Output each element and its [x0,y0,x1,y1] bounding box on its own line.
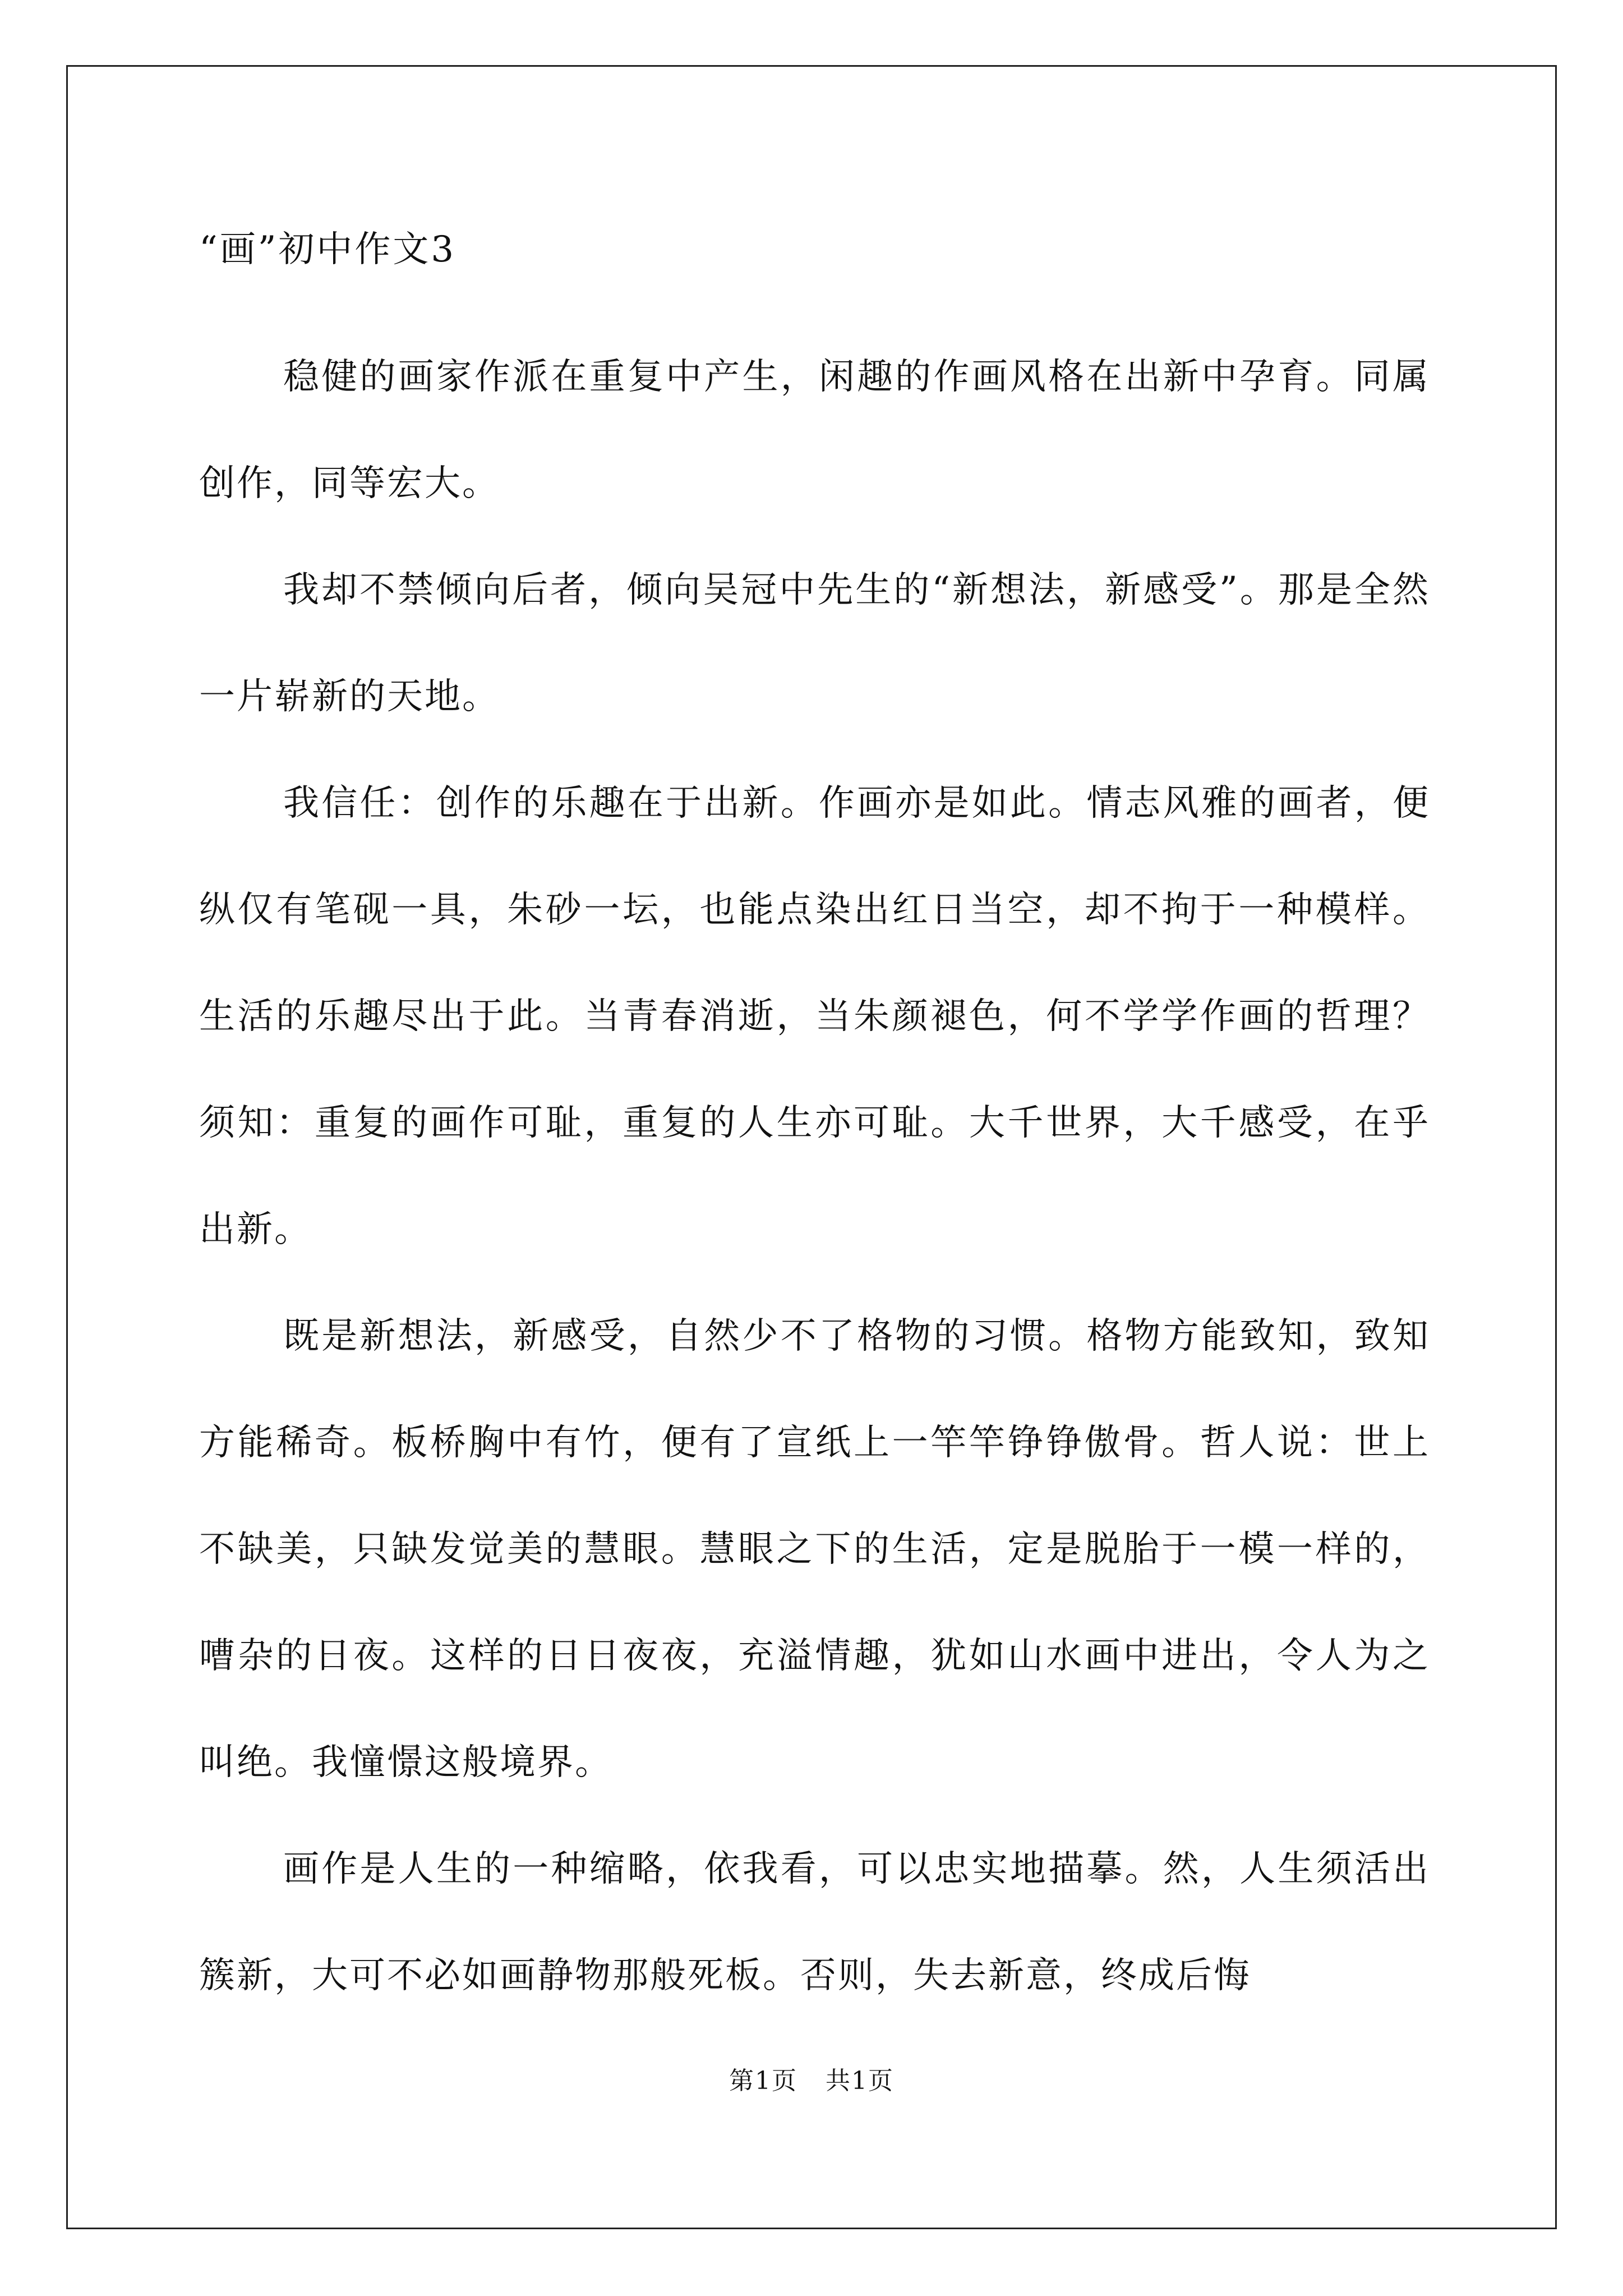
paragraph-2: 我却不禁倾向后者，倾向吴冠中先生的“新想法，新感受”。那是全然一片崭新的天地。 [199,569,1430,717]
page-number: 第1页 [729,2067,797,2095]
page-footer [0,2064,1623,2098]
paragraph-5: 画作是人生的一种缩略，依我看，可以忠实地描摹。然，人生须活出簇新，大可不必如画静物那般死板。否则，失去新意，终成后悔 [199,1848,1430,1996]
page-total: 共1页 [826,2067,894,2095]
document-title: “画”初中作文3 [199,229,457,270]
paragraph-1: 稳健的画家作派在重复中产生，闲趣的作画风格在出新中孕育。同属创作，同等宏大。 [199,356,1430,504]
paragraph-3: 我信任：创作的乐趣在于出新。作画亦是如此。情志风雅的画者，便纵仅有笔砚一具，朱砂一坛，也能点染出红日当空，却不拘于一种模样。生活的乐趣尽出于此。当青春消逝，当朱颜褪色，何不学学作画的哲理？须知：重复的画作可耻，重复的人生亦可耻。大千世界，大千感受，在乎出新。 [199,783,1430,1250]
paragraph-4: 既是新想法，新感受，自然少不了格物的习惯。格物方能致知，致知方能稀奇。板桥胸中有竹，便有了宣纸上一竿竿铮铮傲骨。哲人说：世上不缺美，只缺发觉美的慧眼。慧眼之下的生活，定是脱胎于一模一样的，嘈杂的日夜。这样的日日夜夜，充溢情趣，犹如山水画中进出，令人为之叫绝。我憧憬这般境界。 [199,1315,1430,1783]
document-body [199,222,1430,2029]
